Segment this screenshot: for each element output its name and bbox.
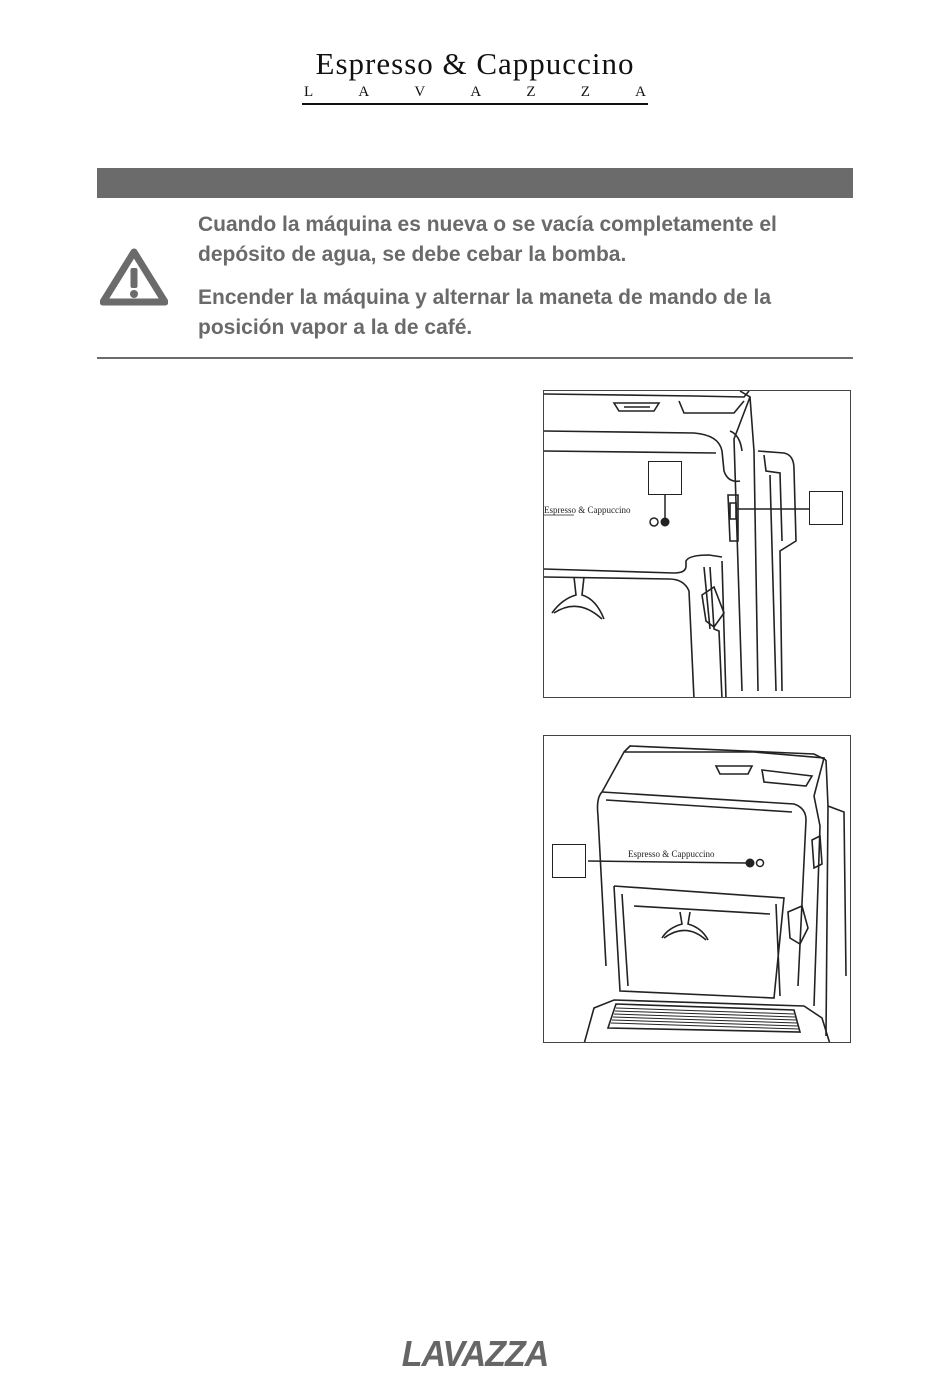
warning-text: [198, 210, 858, 356]
callout-box: [648, 461, 682, 495]
brand-letter: Z: [526, 84, 536, 100]
figure-machine-side: [543, 390, 851, 698]
brand-subtitle: [300, 84, 650, 101]
brand-letter: A: [470, 84, 482, 100]
logo-text: LAVAZZA: [401, 1334, 549, 1372]
brand-letter: A: [635, 84, 646, 100]
machine-side-illustration: [544, 391, 851, 698]
brand-underline: [302, 103, 648, 105]
brand-letter: V: [414, 84, 426, 100]
brand-title: Espresso & Cappuccino: [315, 46, 635, 81]
warning-paragraph: Encender la máquina y alternar la maneta de mando de la posición vapor a la de café.: [198, 286, 772, 339]
machine-front-illustration: [544, 736, 851, 1043]
brand-letter: L: [304, 84, 314, 100]
brand-header: [300, 44, 650, 108]
machine-brand-label: Espresso & Cappuccino: [544, 505, 631, 515]
callout-box: [552, 844, 586, 878]
lavazza-logo: [400, 1326, 550, 1372]
brand-letter: A: [358, 84, 370, 100]
section-header-bar: [97, 168, 853, 198]
divider: [97, 357, 853, 359]
warning-paragraph: Cuando la máquina es nueva o se vacía completamente el depósito de agua, se debe cebar la bomba.: [198, 213, 777, 266]
warning-triangle-icon: [100, 248, 168, 306]
machine-brand-label: Espresso & Cappuccino: [628, 849, 715, 859]
brand-letter: Z: [580, 84, 590, 100]
callout-box: [809, 491, 843, 525]
figure-machine-front: [543, 735, 851, 1043]
